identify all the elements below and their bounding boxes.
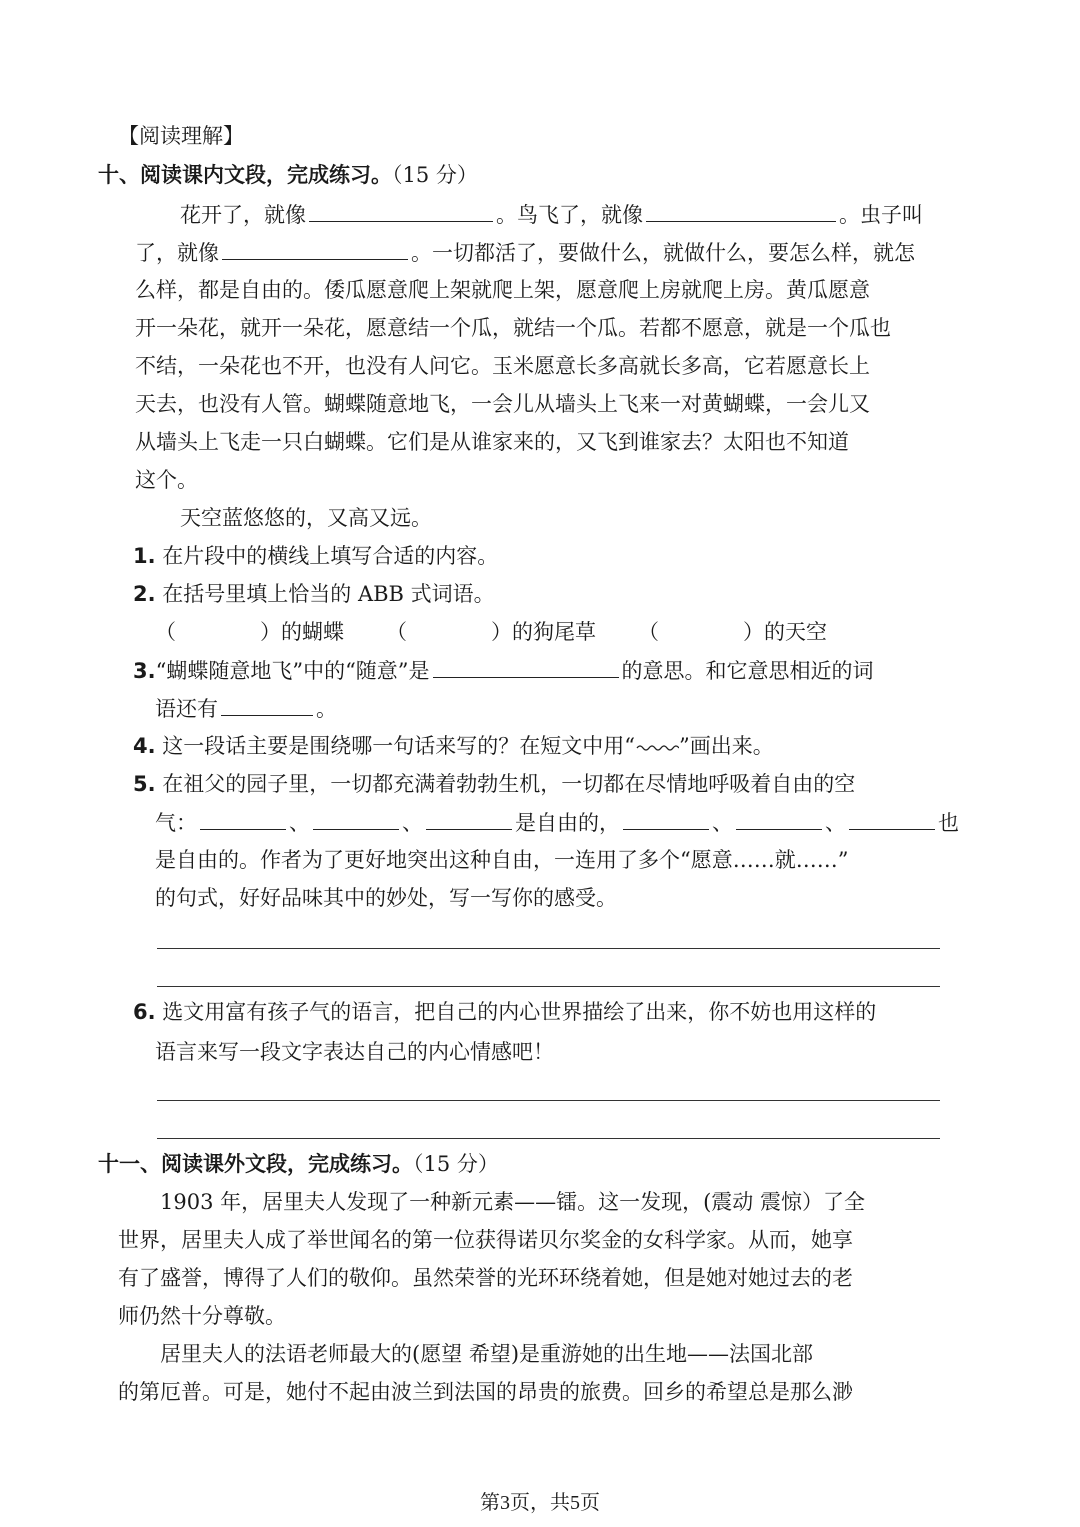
passage-line-7: 从墙头上飞走一只白蝴蝶。它们是从谁家来的，又飞到谁家去？太阳也不知道 [135,430,849,454]
fill-blank-q5-6[interactable] [849,807,935,830]
fill-blank-q5-4[interactable] [623,807,709,830]
fill-blank-synonym[interactable] [221,693,313,716]
answer-line[interactable] [157,948,940,949]
q10-title: 十、阅读课内文段，完成练习。 [98,163,392,187]
question-4: 4. 这一段话主要是围绕哪一句话来写的？在短文中用“ ”画出来。 [133,734,774,758]
q11-line-1: 1903 年，居里夫人发现了一种新元素——镭。这一发现，(震动 震惊）了全 [160,1190,865,1214]
q10-score: （15 分） [392,163,478,187]
wavy-underline-icon [635,743,679,753]
fill-blank-3[interactable] [222,237,408,260]
question-5-line-4: 的句式，好好品味其中的妙处，写一写你的感受。 [155,886,617,910]
fill-blank-suiyi[interactable] [433,655,619,678]
question-2-items: （ ）的蝴蝶 （ ）的狗尾草 （ ）的天空 [155,620,827,644]
page-number: 第3页，共5页 [480,1492,600,1514]
fill-blank-q5-2[interactable] [313,807,399,830]
question-1: 1. 在片段中的横线上填写合适的内容。 [133,544,499,568]
section-tag: 【阅读理解】 [118,124,244,148]
passage-line-4: 开一朵花，就开一朵花，愿意结一个瓜，就结一个瓜。若都不愿意，就是一个瓜也 [135,316,891,340]
question-3-line-2: 语还有 。 [155,693,337,724]
q11-heading [98,1149,499,1179]
q11-line-5: 居里夫人的法语老师最大的(愿望 希望)是重游她的出生地——法国北部 [160,1342,814,1366]
q11-line-3: 有了盛誉，博得了人们的敬仰。虽然荣誉的光环环绕着她，但是她对她过去的老 [118,1266,853,1290]
passage-line-6: 天去，也没有人管。蝴蝶随意地飞，一会儿从墙头上飞来一对黄蝴蝶，一会儿又 [135,392,870,416]
question-6: 6. 选文用富有孩子气的语言，把自己的内心世界描绘了出来，你不妨也用这样的 [133,1000,877,1024]
question-5-line-2: 气： 、 、 是自由的， 、 、 也 [155,807,959,838]
fill-blank-q5-3[interactable] [426,807,512,830]
q11-line-6: 的第厄普。可是，她付不起由波兰到法国的昂贵的旅费。回乡的希望总是那么渺 [118,1380,853,1404]
question-6-line-2: 语言来写一段文字表达自己的内心情感吧！ [155,1040,554,1064]
fill-blank-q5-5[interactable] [736,807,822,830]
q11-line-2: 世界，居里夫人成了举世闻名的第一位获得诺贝尔奖金的女科学家。从而，她享 [118,1228,853,1252]
fill-blank-2[interactable] [646,199,836,222]
q11-line-4: 师仍然十分尊敬。 [118,1304,286,1328]
q10-heading [98,160,478,190]
passage-line-9: 天空蓝悠悠的，又高又远。 [180,506,432,530]
passage-line-5: 不结，一朵花也不开，也没有人问它。玉米愿意长多高就长多高，它若愿意长上 [135,354,870,378]
q11-score: （15 分） [413,1152,499,1176]
q11-title: 十一、阅读课外文段，完成练习。 [98,1152,413,1176]
answer-line[interactable] [157,1138,940,1139]
question-5: 5. 在祖父的园子里，一切都充满着勃勃生机，一切都在尽情地呼吸着自由的空 [133,772,856,796]
passage-line-3: 么样，都是自由的。倭瓜愿意爬上架就爬上架，愿意爬上房就爬上房。黄瓜愿意 [135,278,870,302]
fill-blank-1[interactable] [309,199,493,222]
question-2: 2. 在括号里填上恰当的 ABB 式词语。 [133,582,495,606]
passage-line-2: 了，就像 。一切都活了，要做什么，就做什么，要怎么样，就怎 [135,237,915,268]
question-3: 3.“蝴蝶随意地飞”中的“随意”是 的意思。和它意思相近的词 [133,655,874,686]
fill-blank-q5-1[interactable] [200,807,286,830]
passage-line-8: 这个。 [135,468,198,492]
answer-line[interactable] [157,986,940,987]
answer-line[interactable] [157,1100,940,1101]
question-5-line-3: 是自由的。作者为了更好地突出这种自由，一连用了多个“愿意……就……” [155,848,849,872]
passage-line-1: 花开了，就像 。鸟飞了，就像 。虫子叫 [180,199,923,230]
